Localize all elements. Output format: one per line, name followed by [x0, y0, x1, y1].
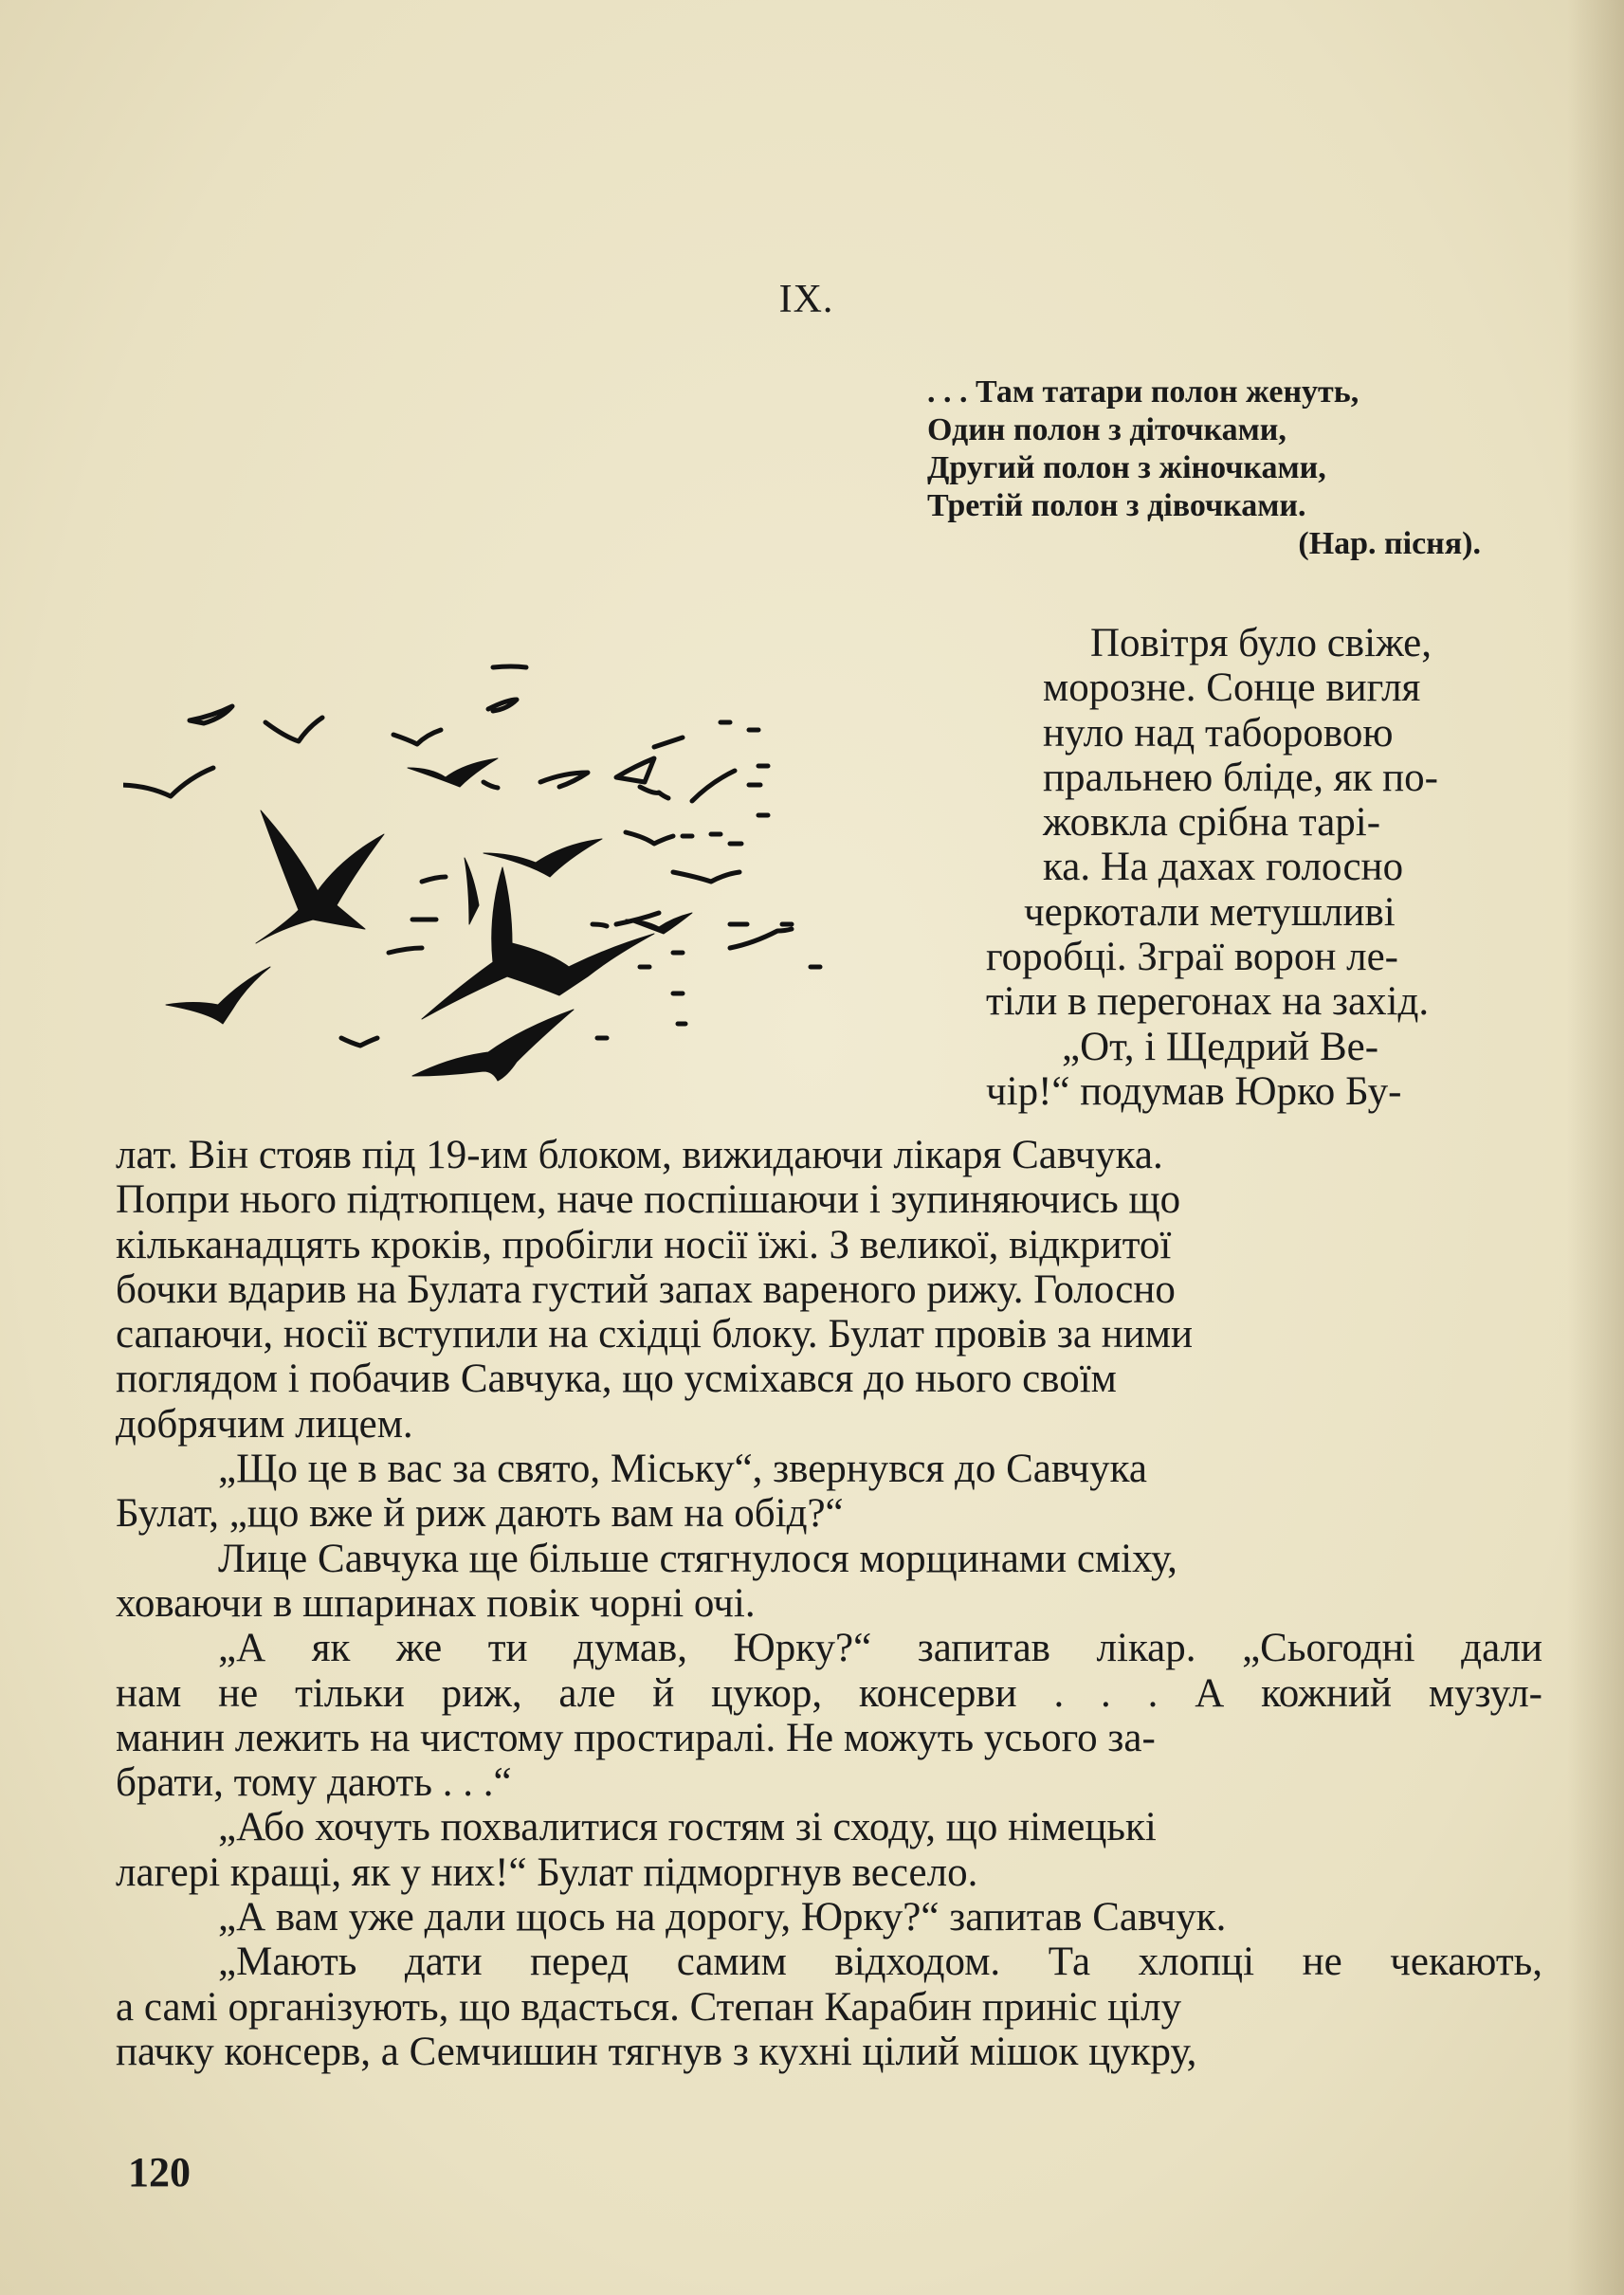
bird-icon — [616, 758, 654, 782]
bird-icon — [422, 877, 446, 882]
epigraph-line: Третій полон з дівочками. — [927, 488, 1306, 523]
text-line: ховаючи в шпаринах повік чорні очі. — [116, 1580, 756, 1626]
bird-icon — [593, 924, 607, 926]
bird-icon — [190, 706, 232, 723]
bird-icon — [422, 867, 654, 1019]
bird-icon — [256, 811, 384, 943]
text-line: Попри нього підтюпцем, наче поспішаючи і зупиняючись що — [116, 1177, 1181, 1223]
bird-icon — [749, 766, 768, 785]
epigraph — [927, 373, 1515, 563]
text-column-right — [986, 621, 1545, 1114]
text-line: Булат, „що вже й риж дають вам на обід?“ — [116, 1491, 844, 1537]
text-line: лагері кращі, як у них!“ Булат підморгнув весело. — [116, 1849, 978, 1895]
text-line: ка. На дахах голосно — [1043, 845, 1404, 890]
text-line: морозне. Сонце вигля — [1043, 665, 1421, 711]
bird-icon — [488, 700, 517, 711]
text-line: жовкла срібна тарі- — [1043, 800, 1381, 846]
bird-icon — [626, 832, 673, 844]
bird-icon — [123, 768, 213, 796]
text-line: „Мають дати перед самим відходом. Та хлопці не чекають, — [218, 1940, 1542, 1985]
bird-icon — [341, 1038, 377, 1046]
bird-icon — [626, 913, 692, 934]
text-line: „А як же ти думав, Юрку?“ запитав лікар. „Сьогодні дали — [218, 1626, 1542, 1671]
text-line: нам не тільки риж, але й цукор, консерви . . . А кожний музул- — [116, 1670, 1542, 1716]
text-line: „От, і Щедрий Ве- — [1062, 1024, 1379, 1069]
bird-icon — [484, 782, 498, 788]
text-line: брати, тому дають . . .“ — [116, 1760, 512, 1806]
page-number: 120 — [128, 2149, 191, 2195]
epigraph-line: Другий полон з жіночками, — [927, 450, 1326, 485]
bird-icon — [540, 773, 588, 787]
text-line: поглядом і побачив Савчука, що усміхався до нього своїм — [116, 1357, 1117, 1402]
bird-icon — [673, 872, 739, 882]
text-line: „Що це в вас за свято, Міську“, звернувся до Савчука — [218, 1447, 1147, 1492]
text-line: пральнею бліде, як по- — [1043, 755, 1438, 800]
text-line: манин лежить на чистому простиралі. Не можуть усього за- — [116, 1715, 1156, 1760]
epigraph-line: Один полон з діточками, — [927, 412, 1286, 447]
epigraph-line: . . . Там татари полон женуть, — [927, 374, 1359, 410]
chapter-heading: IX. — [778, 278, 834, 321]
bird-icon — [730, 929, 792, 948]
bird-icon — [465, 858, 479, 924]
bird-icon — [640, 787, 668, 798]
text-line: лат. Він стояв під 19-им блоком, вижидаючи лікаря Савчука. — [116, 1133, 1163, 1177]
text-line: „А вам уже дали щось на дорогу, Юрку?“ запитав Савчук. — [218, 1895, 1227, 1940]
text-line: бочки вдарив на Булата густий запах вареного рижу. Голосно — [116, 1266, 1176, 1312]
bird-icon — [265, 718, 322, 741]
text-line: тіли в перегонах на захід. — [986, 979, 1430, 1025]
page-edge-shadow — [1567, 0, 1624, 2295]
text-line: нуло над таборовою — [1043, 710, 1394, 756]
text-line: а самі організують, що вдасться. Степан Карабин приніс цілу — [116, 1984, 1182, 2030]
bird-icon — [393, 730, 441, 744]
text-body — [116, 1133, 1552, 2074]
text-line: Лице Савчука ще більше стягнулося морщинами сміху, — [218, 1536, 1177, 1581]
text-line: пачку консерв, а Семчишин тягнув з кухні цілий мішок цукру, — [116, 2029, 1197, 2074]
text-line: чір!“ подумав Юрко Бу- — [986, 1068, 1402, 1114]
text-line: добрячим лицем. — [116, 1401, 413, 1447]
text-line: „Або хочуть похвалитися гостям зі сходу, що німецькі — [218, 1805, 1157, 1850]
text-line: Повітря було свіже, — [1090, 621, 1432, 665]
bird-icon — [493, 666, 526, 667]
bird-icon — [721, 722, 758, 730]
text-line: сапаючи, носії вступили на східці блоку. Булат провів за ними — [116, 1312, 1193, 1357]
text-line: горобці. Зграї ворон ле- — [986, 935, 1398, 980]
bird-icon — [389, 948, 422, 953]
text-line: кільканадцять кроків, пробігли носії їжі. З великої, відкритої — [116, 1222, 1172, 1267]
bird-icon — [692, 771, 735, 801]
bird-icon — [683, 834, 721, 836]
bird-icon — [166, 967, 270, 1024]
flock-of-crows-illustration — [123, 664, 1014, 1119]
bird-icon — [654, 738, 683, 747]
bird-icon — [730, 815, 768, 844]
epigraph-source: (Нар. пісня). — [1298, 526, 1481, 561]
text-line: черкотали метушливі — [1024, 889, 1396, 935]
bird-icon — [412, 1010, 574, 1081]
